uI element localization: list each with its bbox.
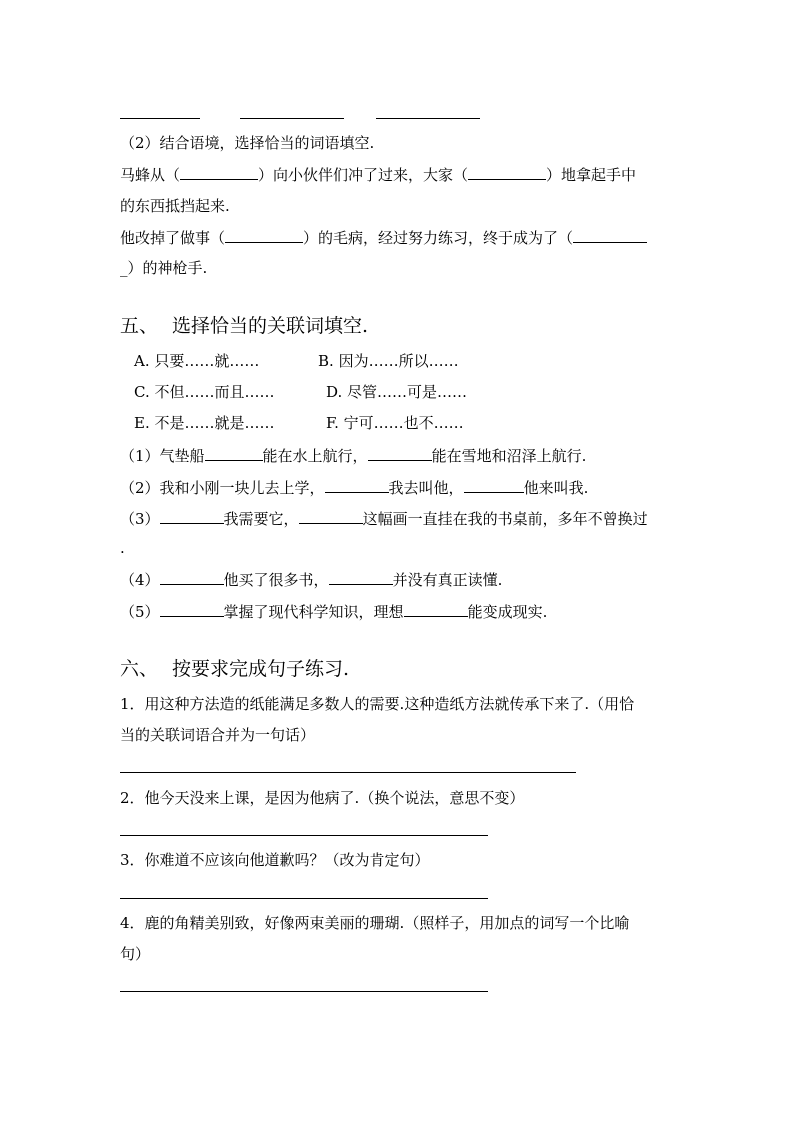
q4-part2-line1 — [120, 164, 636, 185]
question-text: 能在雪地和沼泽上航行. — [431, 447, 587, 465]
section6-number: 六、 — [120, 658, 159, 680]
q4-part2-line3 — [120, 227, 647, 248]
q4-part2-line3-text-a: 他改掉了做事（ — [120, 229, 226, 247]
s6-item-1-line1: 1．用这种方法造的纸能满足多数人的需要.这种造纸方法就传承下来了.（用恰 — [120, 695, 635, 713]
s6-item-4-line1: 4．鹿的角精美别致，好像两束美丽的珊瑚.（照样子，用加点的词写一个比喻 — [120, 914, 630, 932]
option-c — [134, 382, 275, 402]
question-text: 他买了很多书， — [223, 571, 329, 589]
q4-part2-line1-text-c: ）地拿起手中 — [546, 166, 637, 184]
option-a — [134, 351, 259, 371]
q4-part2-line4-text-a: _ — [120, 259, 128, 277]
q4-part2-line1-text-b: ）向小伙伴们冲了过来，大家（ — [258, 166, 469, 184]
question-text: （4） — [120, 571, 160, 589]
q4-part2-title: （2）结合语境，选择恰当的词语填空. — [120, 134, 375, 152]
answer-line[interactable] — [120, 898, 488, 899]
fill-blank[interactable] — [404, 601, 468, 617]
option-e — [134, 413, 275, 433]
option-letter: D. — [326, 383, 343, 401]
option-f — [326, 413, 464, 433]
q4-part2-line4-text-b: ）的神枪手. — [127, 259, 208, 277]
section6-title: 按要求完成句子练习. — [172, 658, 350, 680]
question-text: （5） — [120, 603, 160, 621]
question-text: 掌握了现代科学知识，理想 — [223, 603, 404, 621]
answer-line[interactable] — [120, 772, 576, 773]
s5-question-2 — [120, 477, 588, 498]
s6-item-4-line2: 句） — [120, 945, 151, 963]
question-text: 我去叫他， — [388, 479, 464, 497]
s6-item-1-line2: 当的关联词语合并为一句话） — [120, 726, 316, 744]
answer-line[interactable] — [120, 991, 488, 992]
s5-question-3 — [120, 508, 648, 529]
s6-item-3: 3．你难道不应该向他道歉吗？（改为肯定句） — [120, 851, 430, 869]
fill-blank[interactable] — [205, 445, 263, 461]
option-text: 只要……就…… — [154, 352, 260, 370]
fill-blank[interactable] — [180, 164, 258, 180]
section5-number: 五、 — [120, 315, 159, 337]
s5-question-3-cont: . — [120, 539, 125, 557]
option-text: 不是……就是…… — [154, 414, 275, 432]
question-text: （1）气垫船 — [120, 447, 205, 465]
answer-blank-1[interactable] — [120, 118, 200, 119]
option-text: 宁可……也不…… — [343, 414, 464, 432]
fill-blank[interactable] — [368, 445, 432, 461]
fill-blank[interactable] — [225, 227, 303, 243]
question-text: 这幅画一直挂在我的书桌前，多年不曾换过 — [362, 510, 648, 528]
q4-part2-line1-text-a: 马蜂从（ — [120, 166, 181, 184]
question-text: 能变成现实. — [467, 603, 548, 621]
option-d — [326, 382, 467, 402]
option-text: 尽管……可是…… — [347, 383, 468, 401]
answer-blank-2[interactable] — [240, 118, 344, 119]
fill-blank[interactable] — [160, 601, 224, 617]
answer-line[interactable] — [120, 835, 488, 836]
section6-heading — [120, 657, 349, 681]
option-letter: A. — [134, 352, 150, 370]
section5-heading — [120, 314, 368, 338]
q4-part2-line2: 的东西抵挡起来. — [120, 197, 230, 215]
question-text: 能在水上航行， — [262, 447, 368, 465]
question-text: 并没有真正读懂. — [392, 571, 503, 589]
fill-blank[interactable] — [468, 164, 546, 180]
option-letter: C. — [134, 383, 150, 401]
s5-question-1 — [120, 445, 586, 466]
q4-part2-line4 — [120, 258, 207, 278]
option-text: 不但……而且…… — [154, 383, 275, 401]
fill-blank[interactable] — [325, 477, 389, 493]
fill-blank[interactable] — [299, 508, 363, 524]
question-text: （3） — [120, 510, 160, 528]
option-letter: F. — [326, 414, 339, 432]
answer-blank-3[interactable] — [376, 118, 480, 119]
section5-title: 选择恰当的关联词填空. — [172, 315, 369, 337]
question-text: 他来叫我. — [523, 479, 589, 497]
fill-blank[interactable] — [573, 227, 647, 243]
option-letter: E. — [134, 414, 150, 432]
q4-part2-line3-text-b: ）的毛病，经过努力练习，终于成为了（ — [303, 229, 574, 247]
fill-blank[interactable] — [464, 477, 524, 493]
question-text: （2）我和小刚一块儿去上学， — [120, 479, 325, 497]
s5-question-5 — [120, 601, 547, 622]
s5-question-4 — [120, 569, 502, 590]
s6-item-2: 2．他今天没来上课，是因为他病了.（换个说法，意思不变） — [120, 789, 525, 807]
option-letter: B. — [318, 352, 334, 370]
fill-blank[interactable] — [160, 508, 224, 524]
fill-blank[interactable] — [160, 569, 224, 585]
question-text: 我需要它， — [223, 510, 299, 528]
option-b — [318, 351, 459, 371]
option-text: 因为……所以…… — [338, 352, 459, 370]
fill-blank[interactable] — [329, 569, 393, 585]
